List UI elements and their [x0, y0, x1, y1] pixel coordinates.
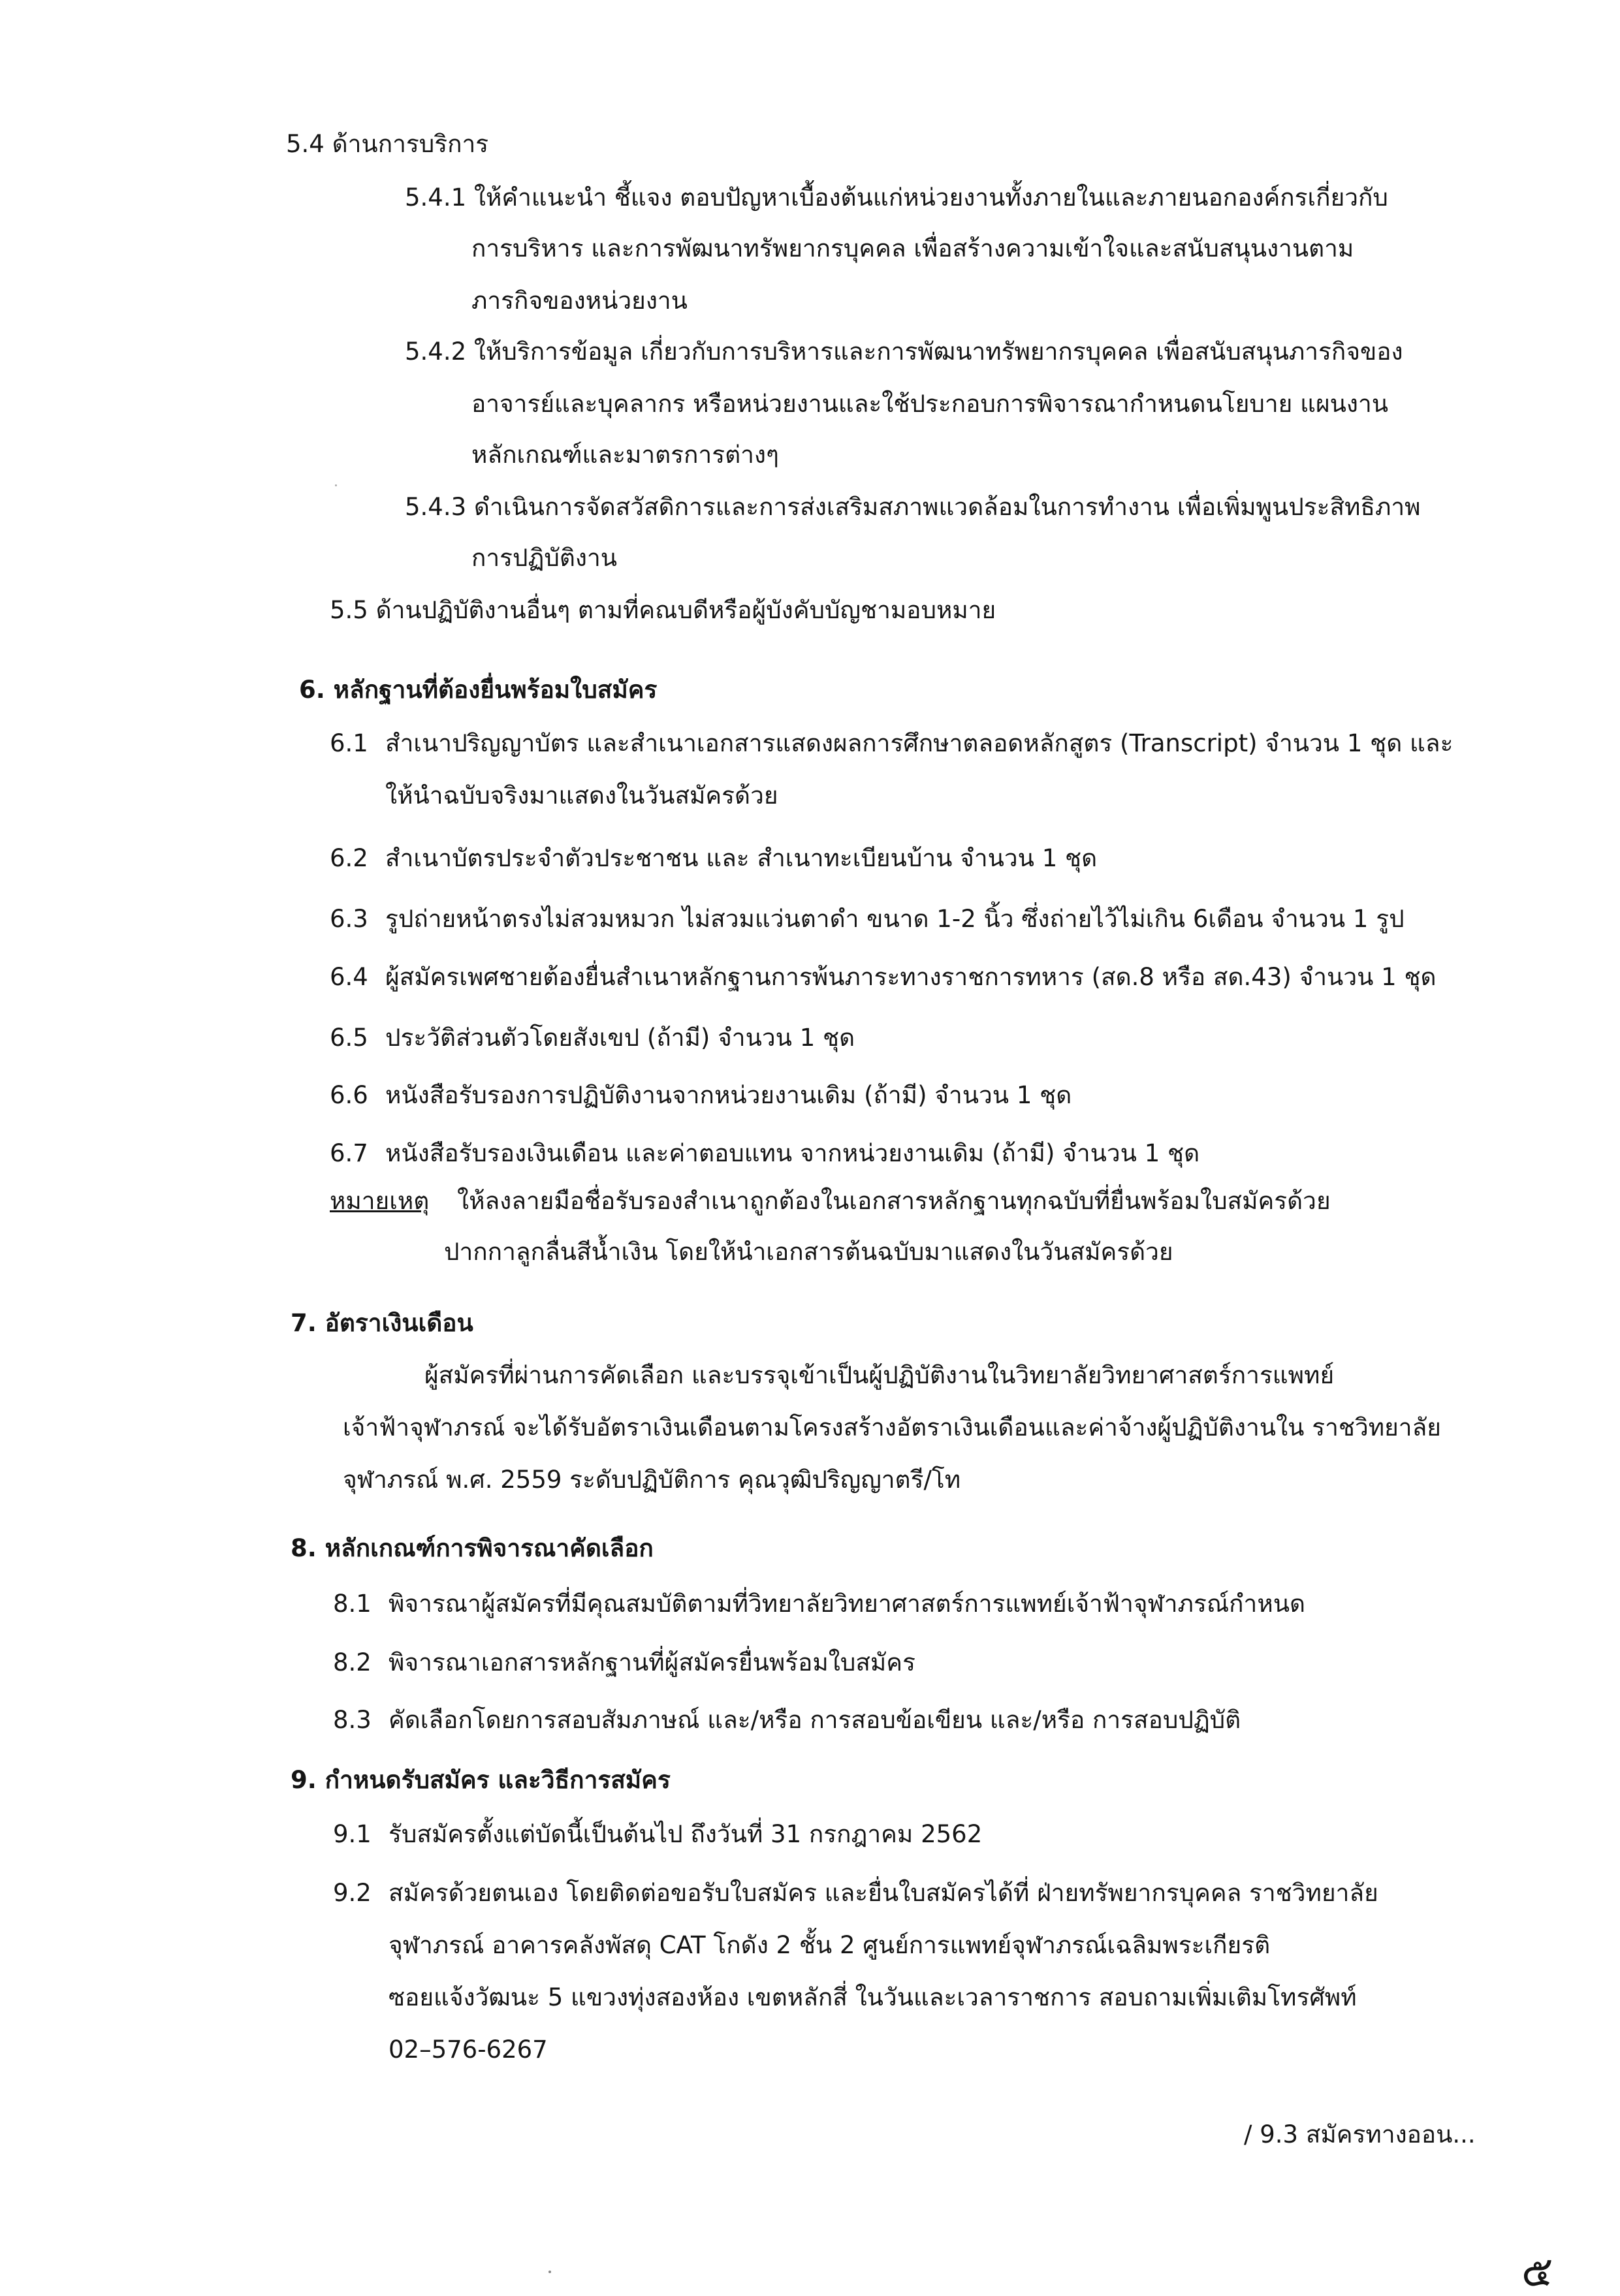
scan-speck — [548, 2271, 551, 2273]
item-5-4-3-line-2: การปฏิบัติงาน — [471, 544, 618, 572]
item-6-7-num: 6.7 — [330, 1139, 368, 1167]
item-9-2-line-1: สมัครด้วยตนเอง โดยติดต่อขอรับใบสมัคร และยื่นใบสมัครได้ที่ ฝ่ายทรัพยากรบุคคล ราชวิทยาลัย — [389, 1879, 1378, 1907]
item-6-1-line-2: ให้นำฉบับจริงมาแสดงในวันสมัครด้วย — [385, 781, 778, 810]
note-line-1: ให้ลงลายมือชื่อรับรองสำเนาถูกต้องในเอกสารหลักฐานทุกฉบับที่ยื่นพร้อมใบสมัครด้วย — [457, 1187, 1331, 1215]
section-7-line-3: จุฬาภรณ์ พ.ศ. 2559 ระดับปฏิบัติการ คุณวุฒิปริญญาตรี/โท — [343, 1466, 961, 1494]
item-9-2-line-2: จุฬาภรณ์ อาคารคลังพัสดุ CAT โกดัง 2 ชั้น 2 ศูนย์การแพทย์จุฬาภรณ์เฉลิมพระเกียรติ — [389, 1931, 1271, 1959]
item-9-2-num: 9.2 — [333, 1879, 372, 1907]
section-7-heading: 7. อัตราเงินเดือน — [291, 1309, 473, 1337]
section-7-line-1: ผู้สมัครที่ผ่านการคัดเลือก และบรรจุเข้าเป็นผู้ปฏิบัติงานในวิทยาลัยวิทยาศาสตร์การแพทย์ — [424, 1361, 1335, 1389]
note-line-2: ปากกาลูกลื่นสีน้ำเงิน โดยให้นำเอกสารต้นฉบับมาแสดงในวันสมัครด้วย — [444, 1238, 1173, 1266]
item-6-4-num: 6.4 — [330, 963, 368, 991]
item-8-2-text: พิจารณาเอกสารหลักฐานที่ผู้สมัครยื่นพร้อมใบสมัคร — [389, 1648, 915, 1676]
item-6-6-num: 6.6 — [330, 1081, 368, 1109]
item-5-4-1-line-2: การบริหาร และการพัฒนาทรัพยากรบุคคล เพื่อสร้างความเข้าใจและสนับสนุนงานตาม — [471, 234, 1354, 262]
scan-speck — [335, 484, 337, 486]
item-8-3-num: 8.3 — [333, 1706, 372, 1734]
item-9-1-num: 9.1 — [333, 1820, 372, 1848]
item-5-4-2-line-3: หลักเกณฑ์และมาตรการต่างๆ — [471, 441, 779, 469]
item-5-4-3-line-1: 5.4.3 ดำเนินการจัดสวัสดิการและการส่งเสริมสภาพแวดล้อมในการทำงาน เพื่อเพิ่มพูนประสิทธิภาพ — [405, 493, 1421, 521]
item-9-1-text: รับสมัครตั้งแต่บัดนี้เป็นต้นไป ถึงวันที่ 31 กรกฎาคม 2562 — [389, 1820, 983, 1848]
item-9-2-line-3: ซอยแจ้งวัฒนะ 5 แขวงทุ่งสองห้อง เขตหลักสี่ ในวันและเวลาราชการ สอบถามเพิ่มเติมโทรศัพท์ — [389, 1983, 1357, 2011]
item-9-2-line-4: 02–576-6267 — [389, 2036, 548, 2064]
item-8-3-text: คัดเลือกโดยการสอบสัมภาษณ์ และ/หรือ การสอบข้อเขียน และ/หรือ การสอบปฏิบัติ — [389, 1706, 1241, 1734]
section-5-4-heading: 5.4 ด้านการบริการ — [286, 130, 489, 158]
item-6-3-num: 6.3 — [330, 905, 368, 933]
item-8-2-num: 8.2 — [333, 1648, 372, 1676]
item-6-1-line-1: สำเนาปริญญาบัตร และสำเนาเอกสารแสดงผลการศึกษาตลอดหลักสูตร (Transcript) จำนวน 1 ชุด และ — [385, 729, 1453, 757]
item-5-4-2-line-2: อาจารย์และบุคลากร หรือหน่วยงานและใช้ประกอบการพิจารณากำหนดนโยบาย แผนงาน — [471, 390, 1389, 418]
page-number-mark: ๕ — [1521, 2248, 1553, 2296]
item-5-4-1-line-3: ภารกิจของหน่วยงาน — [471, 287, 688, 315]
item-5-4-1-line-1: 5.4.1 ให้คำแนะนำ ชี้แจง ตอบปัญหาเบื้องต้นแก่หน่วยงานทั้งภายในและภายนอกองค์กรเกี่ยวกับ — [405, 183, 1388, 212]
continuation-note: / 9.3 สมัครทางออน... — [1244, 2120, 1476, 2148]
item-5-4-2-line-1: 5.4.2 ให้บริการข้อมูล เกี่ยวกับการบริหารและการพัฒนาทรัพยากรบุคคล เพื่อสนับสนุนภารกิจของ — [405, 338, 1403, 366]
item-6-4-text: ผู้สมัครเพศชายต้องยื่นสำเนาหลักฐานการพ้นภาระทางราชการทหาร (สด.8 หรือ สด.43) จำนวน 1 ชุด — [385, 963, 1437, 991]
item-6-3-text: รูปถ่ายหน้าตรงไม่สวมหมวก ไม่สวมแว่นตาดำ ขนาด 1-2 นิ้ว ซึ่งถ่ายไว้ไม่เกิน 6เดือน จำนวน 1 รูป — [385, 905, 1405, 933]
item-6-2-num: 6.2 — [330, 844, 368, 872]
item-6-2-text: สำเนาบัตรประจำตัวประชาชน และ สำเนาทะเบียนบ้าน จำนวน 1 ชุด — [385, 844, 1098, 872]
item-6-1-num: 6.1 — [330, 729, 368, 757]
section-6-heading: 6. หลักฐานที่ต้องยื่นพร้อมใบสมัคร — [299, 676, 658, 704]
item-6-7-text: หนังสือรับรองเงินเดือน และค่าตอบแทน จากหน่วยงานเดิม (ถ้ามี) จำนวน 1 ชุด — [385, 1139, 1200, 1167]
item-6-5-num: 6.5 — [330, 1024, 368, 1052]
section-8-heading: 8. หลักเกณฑ์การพิจารณาคัดเลือก — [291, 1534, 654, 1562]
item-8-1-text: พิจารณาผู้สมัครที่มีคุณสมบัติตามที่วิทยาลัยวิทยาศาสตร์การแพทย์เจ้าฟ้าจุฬาภรณ์กำหนด — [389, 1590, 1306, 1618]
section-5-5: 5.5 ด้านปฏิบัติงานอื่นๆ ตามที่คณบดีหรือผู้บังคับบัญชามอบหมาย — [330, 596, 996, 624]
note-label: หมายเหตุ — [330, 1187, 430, 1215]
section-7-line-2: เจ้าฟ้าจุฬาภรณ์ จะได้รับอัตราเงินเดือนตามโครงสร้างอัตราเงินเดือนและค่าจ้างผู้ปฏิบัติงานใน ราชวิทยาลัย — [343, 1413, 1441, 1441]
section-9-heading: 9. กำหนดรับสมัคร และวิธีการสมัคร — [291, 1766, 671, 1794]
item-6-6-text: หนังสือรับรองการปฏิบัติงานจากหน่วยงานเดิม (ถ้ามี) จำนวน 1 ชุด — [385, 1081, 1072, 1109]
item-8-1-num: 8.1 — [333, 1590, 372, 1618]
item-6-5-text: ประวัติส่วนตัวโดยสังเขป (ถ้ามี) จำนวน 1 ชุด — [385, 1024, 855, 1052]
